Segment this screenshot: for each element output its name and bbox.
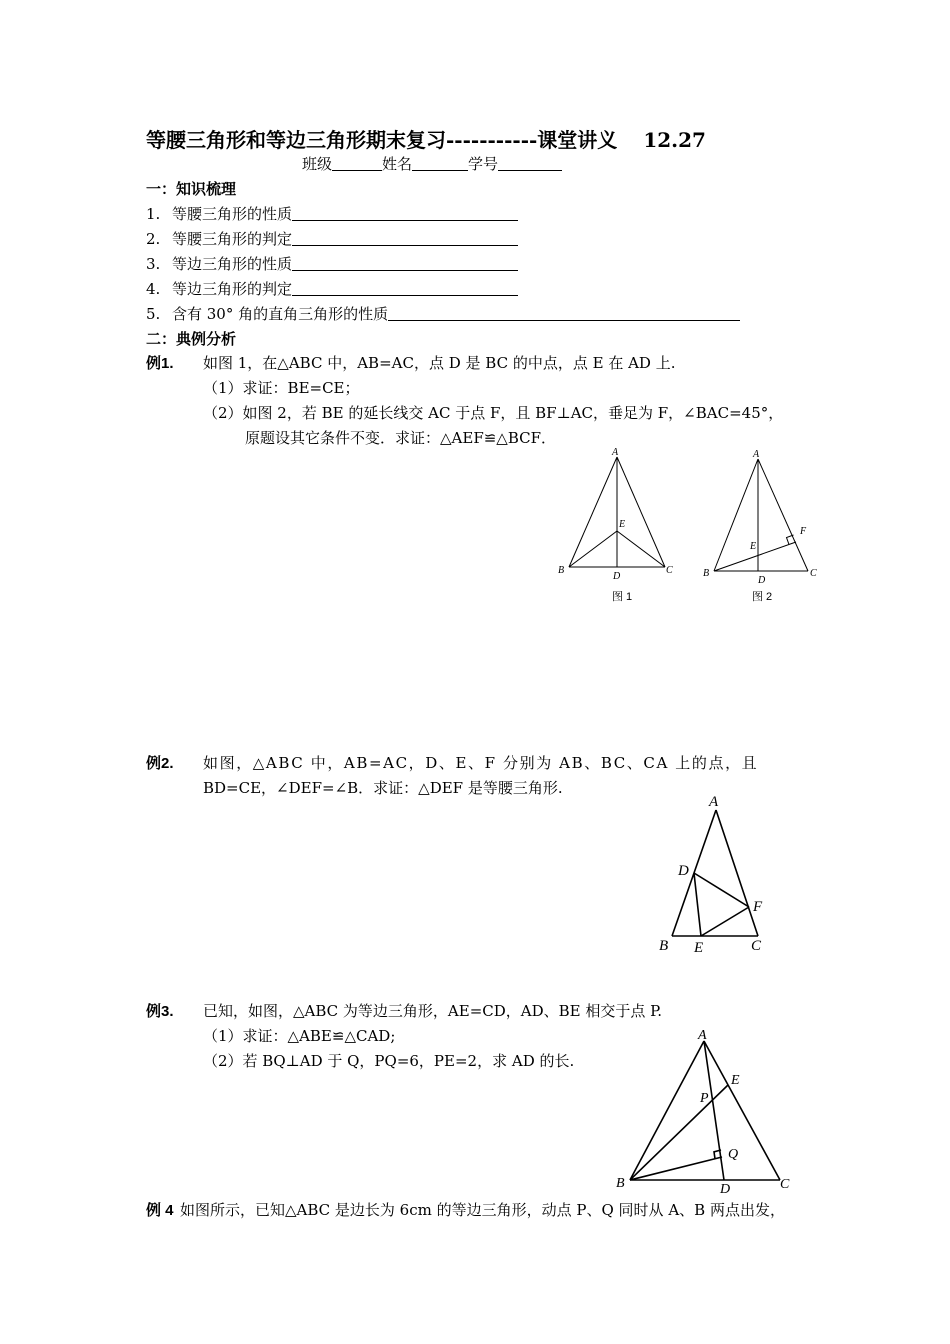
seg-be (569, 531, 617, 567)
point-label: A (612, 447, 619, 458)
title-main: 等腰三角形和等边三角形期末复习-----------课堂讲义 (146, 128, 618, 152)
point-label: D (758, 575, 766, 586)
title-date: 12.27 (643, 128, 706, 152)
knowledge-item: 4. 等边三角形的判定 (146, 278, 518, 299)
id-blank[interactable] (498, 154, 562, 171)
point-label: A (753, 449, 760, 460)
class-label: 班级 (302, 155, 333, 173)
ex4-label: 例 4 (146, 1202, 174, 1219)
answer-blank[interactable] (292, 279, 518, 296)
section1-heading: 一：知识梳理 (146, 180, 237, 198)
point-label: Q (728, 1147, 739, 1162)
id-label: 学号 (468, 155, 499, 173)
answer-blank[interactable] (388, 304, 740, 321)
point-label: F (753, 899, 763, 915)
figure1-caption: 图 1 (612, 591, 633, 603)
ex1-text: 如图 1，在△ABC 中，AB=AC，点 D 是 BC 的中点，点 E 在 AD 上. (203, 354, 676, 372)
ex1-part2-cont: 原题设其它条件不变．求证：△AEF≌△BCF． (245, 429, 557, 447)
ex3-figure (610, 1025, 800, 1195)
page-title (146, 124, 706, 153)
answer-blank[interactable] (292, 254, 518, 271)
point-label: A (698, 1028, 707, 1043)
answer-blank[interactable] (292, 204, 518, 221)
ex4-text: 如图所示，已知△ABC 是边长为 6cm 的等边三角形，动点 P、Q 同时从 A、B 两点出发， (180, 1201, 785, 1219)
ex1-label: 例1. (146, 355, 174, 372)
point-label: A (709, 794, 719, 810)
knowledge-item: 3. 等边三角形的性质 (146, 253, 518, 274)
point-label: E (731, 1073, 740, 1088)
name-blank[interactable] (412, 154, 468, 171)
seg-ab (630, 1041, 704, 1180)
knowledge-item: 2. 等腰三角形的判定 (146, 228, 518, 249)
ex1-figure1 (555, 445, 685, 605)
class-blank[interactable] (332, 154, 382, 171)
ex1-part1: （1）求证：BE=CE； (203, 379, 360, 397)
seg-ab (569, 457, 617, 567)
seg-be (630, 1085, 728, 1180)
seg-ac (617, 457, 665, 567)
seg-ac (758, 459, 808, 571)
seg-ef (701, 907, 749, 936)
seg-df (694, 873, 749, 907)
point-label: P (700, 1091, 709, 1106)
point-label: B (616, 1176, 625, 1191)
ex2-line1: 如图，△ABC 中，AB=AC，D、E、F 分别为 AB、BC、CA 上的点，且 (203, 754, 759, 772)
knowledge-item: 5. 含有 30° 角的直角三角形的性质 (146, 303, 740, 324)
point-label: B (703, 568, 710, 579)
ex2-label: 例2. (146, 755, 174, 772)
student-info (302, 153, 562, 174)
section2-heading: 二：典例分析 (146, 330, 237, 348)
knowledge-item: 1. 等腰三角形的性质 (146, 203, 518, 224)
ex3-part2: （2）若 BQ⊥AD 于 Q，PQ=6，PE=2，求 AD 的长. (203, 1052, 575, 1070)
point-label: E (619, 519, 626, 530)
point-label: D (678, 863, 689, 879)
point-label: C (810, 568, 817, 579)
ex2-line2: BD=CE，∠DEF=∠B．求证：△DEF 是等腰三角形. (203, 779, 563, 797)
point-label: C (780, 1177, 790, 1192)
seg-ce (617, 531, 665, 567)
ex1-part2: （2）如图 2，若 BE 的延长线交 AC 于点 F，且 BF⊥AC，垂足为 F，∠BAC=45°， (203, 404, 784, 422)
point-label: B (558, 565, 565, 576)
seg-ab (714, 459, 758, 571)
ex1-figure2 (700, 445, 835, 605)
ex3-text: 已知，如图，△ABC 为等边三角形，AE=CD，AD、BE 相交于点 P. (203, 1002, 662, 1020)
ex3-label: 例3. (146, 1003, 174, 1020)
ex2-figure (650, 790, 780, 960)
answer-blank[interactable] (292, 229, 518, 246)
seg-bq (630, 1157, 722, 1180)
ex3-part1: （1）求证：△ABE≌△CAD; (203, 1027, 396, 1045)
name-label: 姓名 (382, 155, 413, 173)
point-label: C (751, 938, 762, 954)
point-label: E (694, 940, 704, 956)
point-label: B (659, 938, 669, 954)
point-label: C (666, 565, 673, 576)
point-label: D (720, 1182, 731, 1195)
point-label: E (750, 541, 757, 552)
seg-de (694, 873, 701, 936)
point-label: D (613, 571, 621, 582)
point-label: F (800, 526, 807, 537)
figure2-caption: 图 2 (752, 591, 773, 603)
seg-ac (716, 810, 758, 936)
